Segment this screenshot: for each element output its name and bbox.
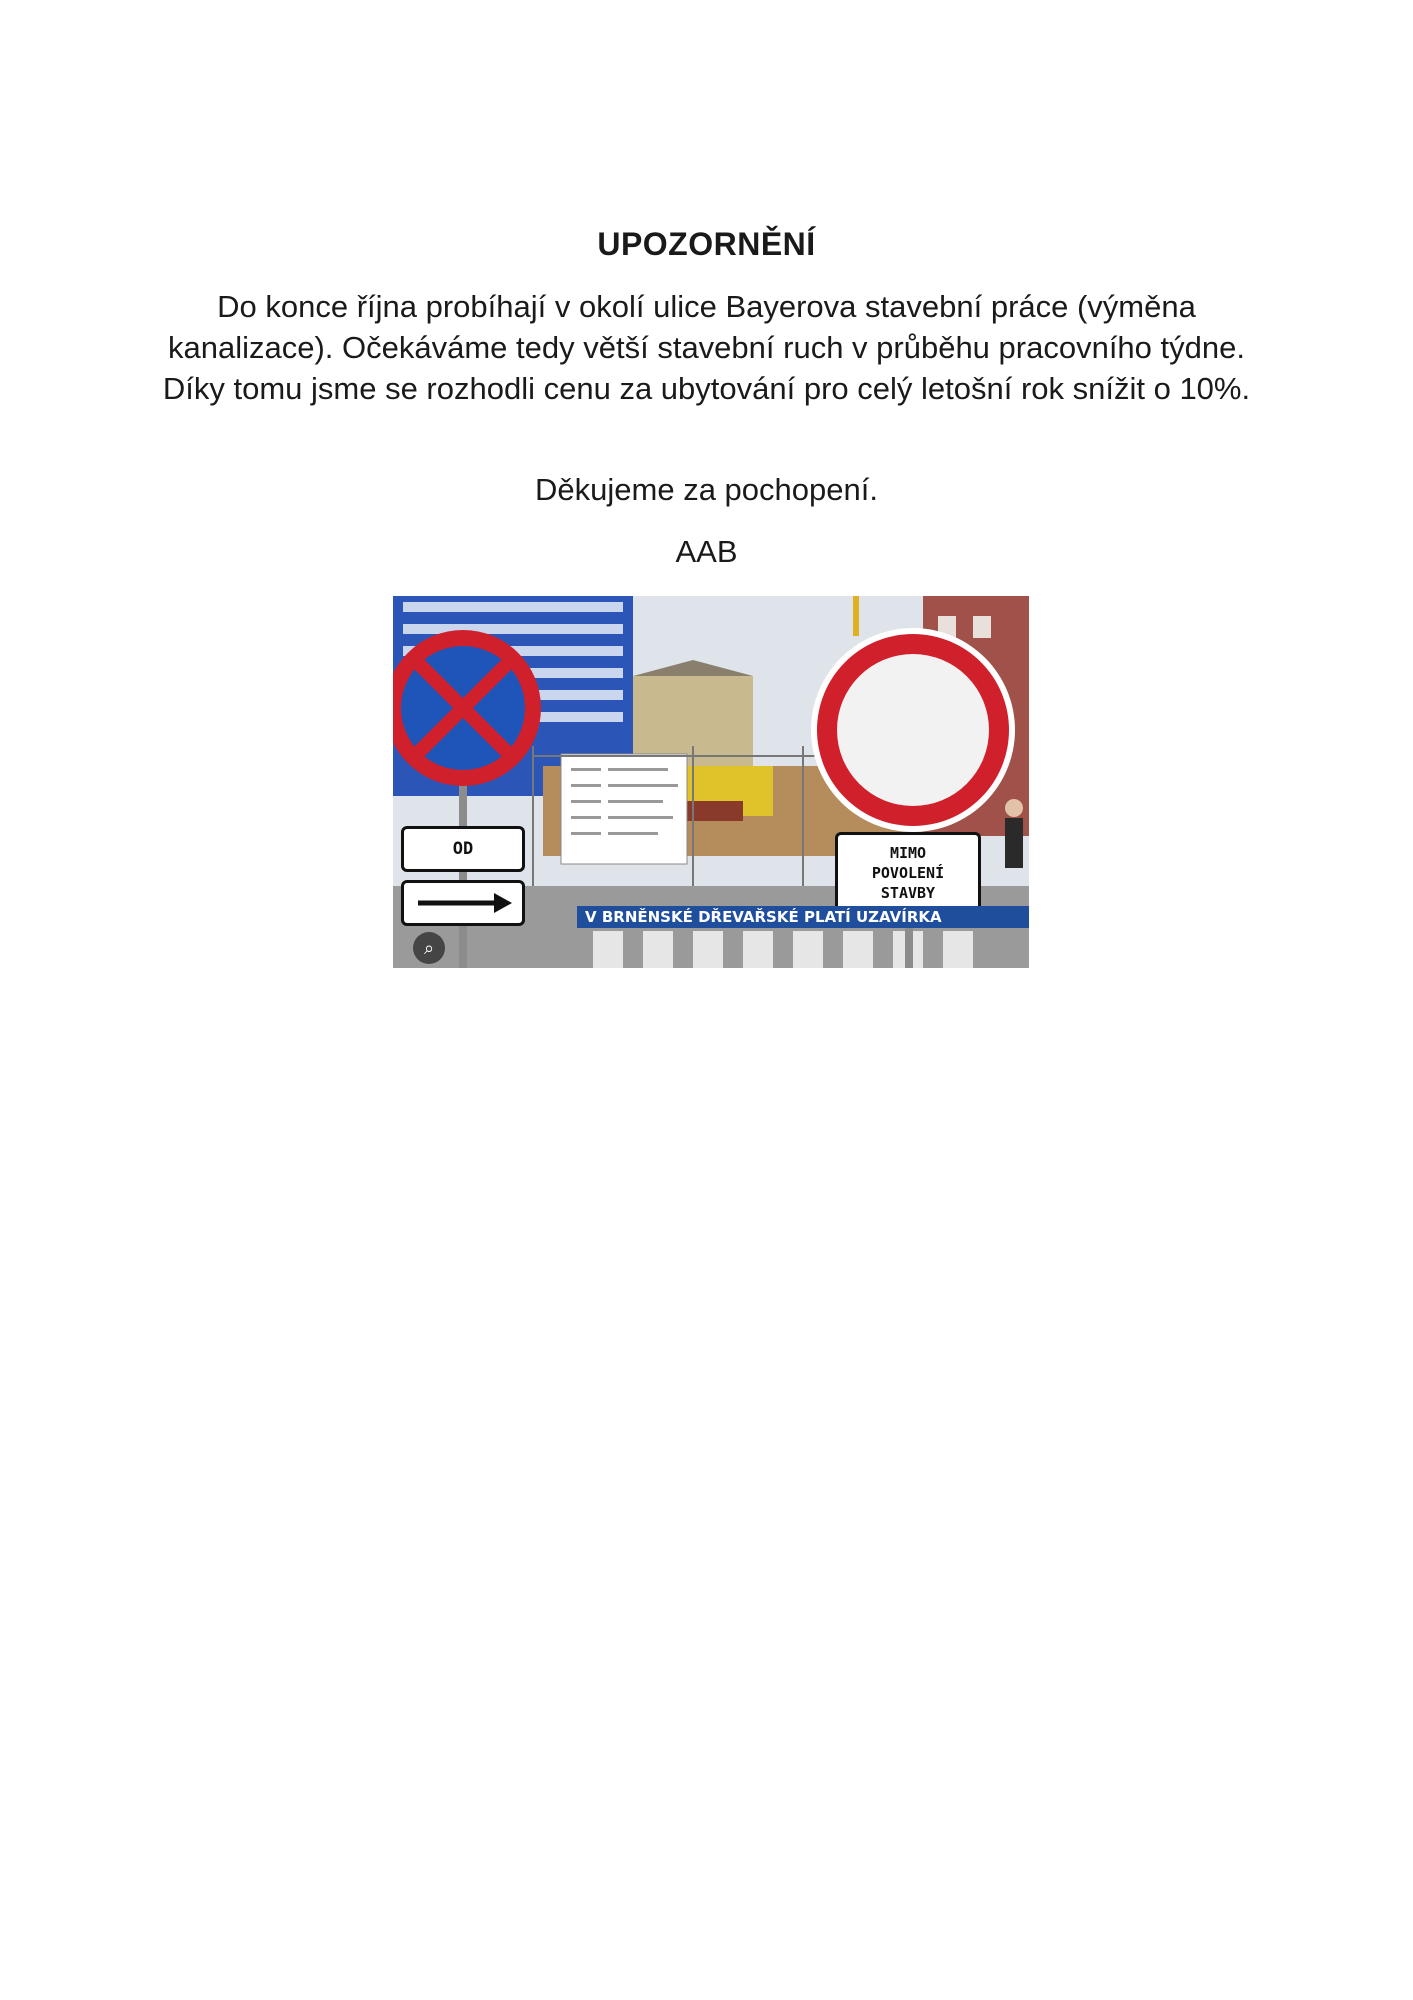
no-vehicles-sign-icon [811,628,1015,832]
notice-body: Do konce října probíhají v okolí ulice Bayerova stavební práce (výměna kanalizace). Očekáváme tedy větší stavební ruch v průběhu pracovního týdne. Díky tomu jsme se rozhodli cenu za ubytování pro celý letošní rok snížit o 10%. [162,289,1251,406]
notice-title: UPOZORNĚNÍ [597,226,816,262]
mimo-plate-line: POVOLENÍ [871,864,945,882]
mimo-plate [835,832,981,916]
construction-photo [393,596,1029,968]
date-plate: OD [401,826,525,872]
arrow-right-icon [404,883,522,923]
image-search-icon[interactable]: ⌕ [413,932,445,964]
direction-plate [401,880,525,926]
mimo-plate-line: MIMO [889,844,927,862]
mimo-plate-line: STAVBY [880,884,936,902]
notice-thanks: Děkujeme za pochopení. [535,472,878,507]
photo-caption: V BRNĚNSKÉ DŘEVAŘSKÉ PLATÍ UZAVÍRKA [577,906,1029,928]
notice-signature: AAB [675,534,738,569]
